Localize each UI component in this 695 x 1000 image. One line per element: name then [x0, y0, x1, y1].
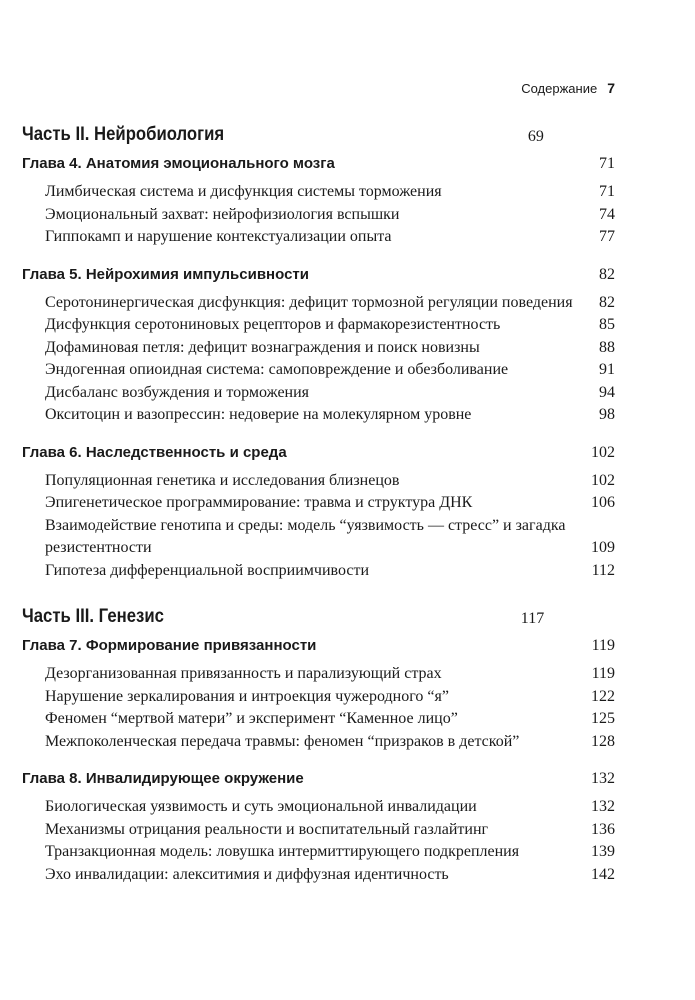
section-page: 91 [599, 361, 615, 378]
section-title: Дисфункция серотониновых рецепторов и фармакорезистентность [45, 316, 501, 333]
section-page: 142 [591, 865, 615, 883]
section-title: Дисбаланс возбуждения и торможения [45, 383, 310, 401]
section-title: Транзакционная модель: ловушка интермиттирующего подкрепления [45, 843, 520, 860]
toc-section[interactable] [22, 796, 615, 819]
section-title: Эндогенная опиоидная система: самоповреждение и обезболивание [45, 361, 509, 378]
section-page: 88 [599, 338, 615, 356]
section-title: Эмоциональный захват: нейрофизиология вспышки [45, 205, 400, 223]
toc-section[interactable] [22, 359, 615, 382]
section-title: Серотонинергическая дисфункция: дефицит тормозной регуляции поведения [45, 293, 573, 311]
toc-section[interactable] [22, 492, 615, 515]
chapter-8-sections [22, 796, 615, 886]
section-title: Гиппокамп и нарушение контекстуализации опыта [45, 228, 392, 245]
section-page: 109 [591, 539, 615, 556]
header-label: Содержание [521, 81, 598, 96]
section-title: Феномен “мертвой матери” и эксперимент “Каменное лицо” [45, 710, 458, 727]
section-page: 77 [599, 228, 615, 245]
toc-chapter-6[interactable] [22, 441, 615, 464]
toc-section[interactable] [22, 663, 615, 686]
toc-section[interactable] [22, 470, 615, 493]
section-page: 85 [599, 316, 615, 333]
section-page: 74 [599, 205, 615, 223]
section-title: Биологическая уязвимость и суть эмоциональной инвалидации [45, 798, 477, 815]
toc-section[interactable] [22, 560, 615, 583]
section-title: Взаимодействие генотипа и среды: модель “уязвимость — стресс” и загадка резистентности [45, 516, 566, 556]
toc-section[interactable] [22, 731, 615, 754]
section-title: Эхо инвалидации: алекситимия и диффузная идентичность [45, 865, 449, 883]
part-page: 117 [520, 610, 544, 627]
header-page-number: 7 [607, 80, 615, 96]
toc-section[interactable] [22, 819, 615, 842]
chapter-title: Глава 6. Наследственность и среда [22, 443, 287, 461]
section-page: 139 [591, 843, 615, 860]
part-page: 69 [527, 128, 544, 145]
section-page: 122 [591, 687, 615, 705]
toc-section[interactable] [22, 515, 615, 560]
part-title: Часть II. Нейробиология [22, 124, 225, 145]
toc-section[interactable] [22, 864, 615, 887]
section-title: Дезорганизованная привязанность и парализующий страх [45, 665, 442, 682]
section-title: Окситоцин и вазопрессин: недоверие на молекулярном уровне [45, 406, 472, 423]
toc-section[interactable] [22, 382, 615, 405]
section-page: 128 [591, 732, 615, 750]
toc-section[interactable] [22, 337, 615, 360]
toc-part-2[interactable] [22, 118, 544, 146]
chapter-title: Глава 5. Нейрохимия импульсивности [22, 265, 309, 283]
section-page: 119 [591, 665, 615, 682]
section-page: 98 [599, 406, 615, 423]
chapter-title: Глава 8. Инвалидирующее окружение [22, 770, 304, 787]
toc-chapter-8[interactable] [22, 767, 615, 790]
section-page: 125 [591, 710, 615, 727]
section-page: 94 [599, 383, 615, 401]
toc-chapter-5[interactable] [22, 263, 615, 286]
toc-section[interactable] [22, 204, 615, 227]
chapter-page: 119 [591, 637, 615, 654]
toc-section[interactable] [22, 686, 615, 709]
toc-section[interactable] [22, 292, 615, 315]
chapter-title: Глава 4. Анатомия эмоционального мозга [22, 155, 335, 172]
section-title: Популяционная генетика и исследования близнецов [45, 471, 400, 489]
toc-chapter-4[interactable] [22, 152, 615, 175]
section-page: 136 [591, 820, 615, 838]
toc-section[interactable] [22, 181, 615, 204]
section-page: 71 [599, 183, 615, 200]
chapter-page: 82 [599, 265, 615, 283]
chapter-title: Глава 7. Формирование привязанности [22, 637, 317, 654]
toc-section[interactable] [22, 314, 615, 337]
table-of-contents [22, 118, 615, 886]
section-title: Лимбическая система и дисфункция системы торможения [45, 183, 442, 200]
toc-section[interactable] [22, 226, 615, 249]
section-title: Механизмы отрицания реальности и воспитательный газлайтинг [45, 820, 489, 838]
chapter-page: 71 [599, 155, 615, 172]
toc-part-3[interactable] [22, 600, 544, 628]
section-title: Дофаминовая петля: дефицит вознаграждения и поиск новизны [45, 338, 480, 356]
section-title: Межпоколенческая передача травмы: феномен “призраков в детской” [45, 732, 520, 750]
section-page: 106 [591, 494, 615, 511]
chapter-6-sections [22, 470, 615, 583]
toc-section[interactable] [22, 841, 615, 864]
chapter-4-sections [22, 181, 615, 249]
chapter-5-sections [22, 292, 615, 427]
toc-chapter-7[interactable] [22, 634, 615, 657]
toc-section[interactable] [22, 404, 615, 427]
part-title: Часть III. Генезис [22, 606, 164, 627]
toc-section[interactable] [22, 708, 615, 731]
section-page: 132 [591, 798, 615, 815]
chapter-7-sections [22, 663, 615, 753]
section-page: 102 [591, 471, 615, 489]
section-title: Эпигенетическое программирование: травма и структура ДНК [45, 494, 473, 511]
section-page: 82 [599, 293, 615, 311]
running-header [521, 80, 615, 96]
section-title: Нарушение зеркалирования и интроекция чужеродного “я” [45, 687, 449, 705]
section-page: 112 [591, 561, 615, 579]
chapter-page: 132 [591, 770, 615, 787]
section-title: Гипотеза дифференциальной восприимчивости [45, 561, 370, 579]
chapter-page: 102 [591, 443, 615, 461]
